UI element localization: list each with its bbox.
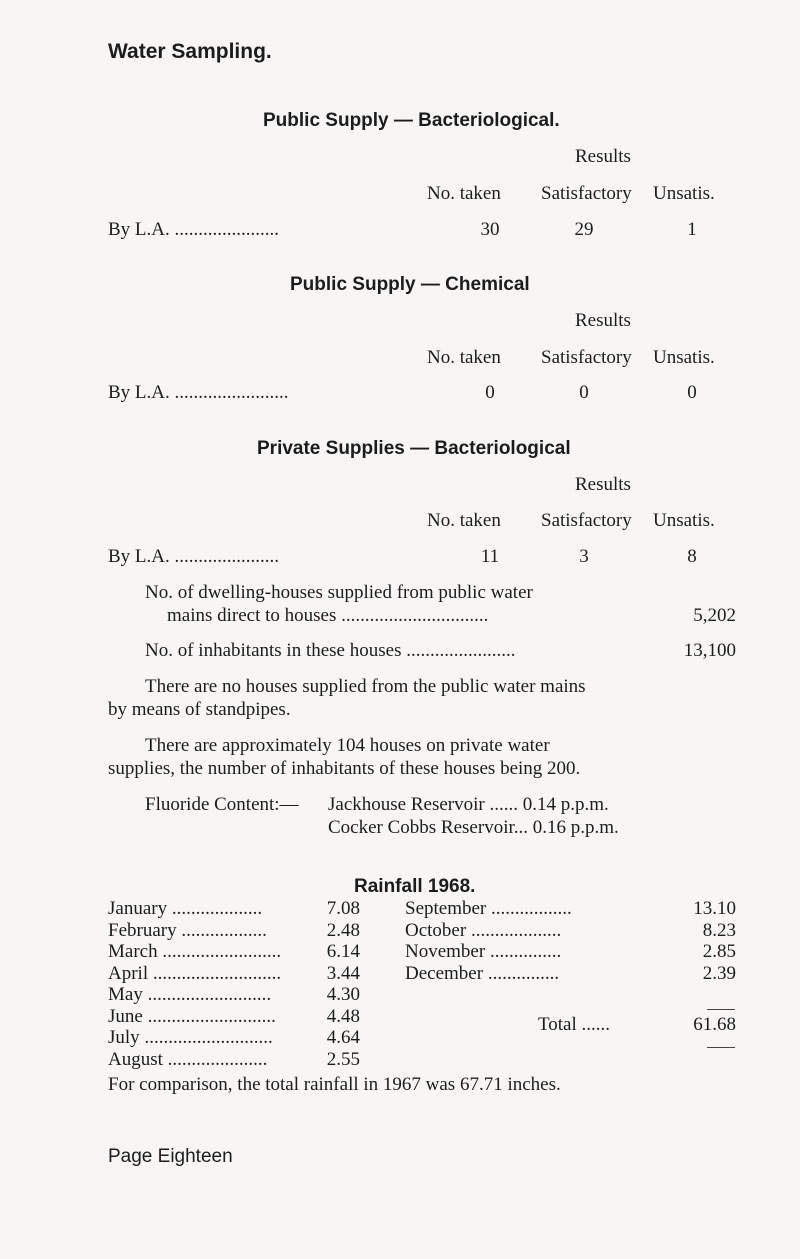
rainfall-left-month-row — [108, 1006, 276, 1028]
value-taken: 0 — [485, 382, 495, 403]
leader-dots: ........................... — [147, 1005, 276, 1027]
rainfall-month-label: August — [108, 1048, 163, 1070]
page-footer: Page Eighteen — [108, 1146, 233, 1167]
dwellings-value: 5,202 — [693, 605, 736, 626]
leader-dots: ............... — [489, 941, 562, 962]
standpipes-line2: by means of standpipes. — [108, 699, 291, 720]
value-unsatis: 0 — [687, 382, 697, 403]
rainfall-right-month-row — [405, 963, 559, 985]
rainfall-left-month-row — [108, 898, 262, 920]
col-taken: No. taken — [427, 347, 501, 368]
leader-dots: ................... — [470, 919, 562, 941]
rainfall-value: 4.64 — [326, 1027, 360, 1048]
inhabitants-value: 13,100 — [683, 640, 736, 661]
rainfall-month-label: October — [405, 919, 467, 941]
rainfall-value: 2.85 — [702, 941, 736, 962]
private-supplies-line2: supplies, the number of inhabitants of these houses being 200. — [108, 758, 581, 779]
rainfall-value: 2.55 — [326, 1048, 360, 1070]
value-satisfactory: 29 — [574, 219, 594, 240]
leader-dots: ................... — [171, 898, 263, 919]
rainfall-month-label: February — [108, 919, 177, 941]
private-supplies-line1: There are approximately 104 houses on private water — [145, 735, 550, 756]
rainfall-value: 6.14 — [326, 941, 360, 962]
section-heading: Public Supply — Chemical — [290, 274, 530, 295]
leader-dots: ......................... — [162, 941, 282, 962]
leader-dots: .......................... — [147, 984, 272, 1005]
results-label: Results — [575, 310, 631, 331]
leader-dots: ................. — [491, 898, 572, 919]
rainfall-left-month-row — [108, 963, 281, 985]
col-satisfactory: Satisfactory — [541, 183, 632, 204]
leader-dots: ........................... — [144, 1027, 273, 1048]
rainfall-comparison: For comparison, the total rainfall in 1967 was 67.71 inches. — [108, 1074, 561, 1095]
rainfall-right-month-row — [405, 920, 561, 942]
value-unsatis: 1 — [687, 219, 697, 240]
rainfall-month-label: September — [405, 898, 487, 919]
value-satisfactory: 3 — [579, 546, 589, 567]
dwellings-line2: mains direct to houses ............................... — [167, 605, 489, 626]
fluoride-row-jackhouse: Jackhouse Reservoir ...... 0.14 p.p.m. — [328, 794, 609, 815]
rainfall-left-month-row — [108, 984, 271, 1006]
col-unsatis: Unsatis. — [653, 347, 715, 368]
results-label: Results — [575, 474, 631, 495]
col-satisfactory: Satisfactory — [541, 510, 632, 531]
page-title: Water Sampling. — [108, 40, 272, 63]
rainfall-month-label: April — [108, 962, 149, 984]
rainfall-right-month-row — [405, 941, 561, 963]
col-unsatis: Unsatis. — [653, 510, 715, 531]
rainfall-right-month-row — [405, 898, 572, 920]
rainfall-month-label: January — [108, 898, 168, 919]
col-taken: No. taken — [427, 183, 501, 204]
rainfall-value: 4.48 — [326, 1005, 360, 1027]
rainfall-total-value: 61.68 — [693, 1014, 736, 1035]
value-unsatis: 8 — [687, 546, 697, 567]
rainfall-total-label: Total ...... — [538, 1014, 611, 1035]
rainfall-value: 4.30 — [326, 984, 360, 1005]
rainfall-value: 7.08 — [326, 898, 360, 919]
inhabitants-text: No. of inhabitants in these houses ....................... — [145, 640, 516, 661]
col-satisfactory: Satisfactory — [541, 347, 632, 368]
rainfall-value: 8.23 — [702, 919, 736, 941]
leader-dots: ........................... — [152, 962, 282, 984]
dwellings-line1: No. of dwelling-houses supplied from public water — [145, 582, 533, 603]
fluoride-row-cocker-cobbs: Cocker Cobbs Reservoir... 0.16 p.p.m. — [328, 817, 619, 838]
rainfall-month-label: May — [108, 984, 143, 1005]
col-taken: No. taken — [427, 510, 501, 531]
rainfall-left-month-row — [108, 1049, 267, 1071]
rainfall-month-label: July — [108, 1027, 140, 1048]
standpipes-line1: There are no houses supplied from the public water mains — [145, 676, 586, 697]
rainfall-left-month-row — [108, 941, 281, 963]
rainfall-value: 2.48 — [326, 919, 360, 941]
rainfall-month-label: November — [405, 941, 486, 962]
leader-dots: ..................... — [167, 1048, 268, 1070]
value-taken: 30 — [480, 219, 500, 240]
rainfall-month-label: March — [108, 941, 158, 962]
separator-dash — [707, 1047, 735, 1048]
rainfall-left-month-row — [108, 920, 267, 942]
value-satisfactory: 0 — [579, 382, 589, 403]
rainfall-value: 3.44 — [326, 962, 360, 984]
row-label: By L.A. ...................... — [108, 219, 279, 240]
rainfall-left-month-row — [108, 1027, 273, 1049]
rainfall-value: 2.39 — [702, 962, 736, 984]
leader-dots: ............... — [487, 962, 560, 984]
results-label: Results — [575, 146, 631, 167]
rainfall-month-label: June — [108, 1005, 143, 1027]
leader-dots: .................. — [181, 919, 267, 941]
rainfall-month-label: December — [405, 962, 484, 984]
fluoride-label: Fluoride Content:— — [145, 794, 299, 815]
rainfall-heading: Rainfall 1968. — [354, 876, 476, 897]
rainfall-value: 13.10 — [693, 898, 736, 919]
col-unsatis: Unsatis. — [653, 183, 715, 204]
row-label: By L.A. ...................... — [108, 546, 279, 567]
section-heading: Public Supply — Bacteriological. — [263, 110, 560, 131]
value-taken: 11 — [480, 546, 500, 567]
row-label: By L.A. ........................ — [108, 382, 289, 403]
separator-dash — [707, 1009, 735, 1010]
section-heading: Private Supplies — Bacteriological — [257, 438, 571, 459]
